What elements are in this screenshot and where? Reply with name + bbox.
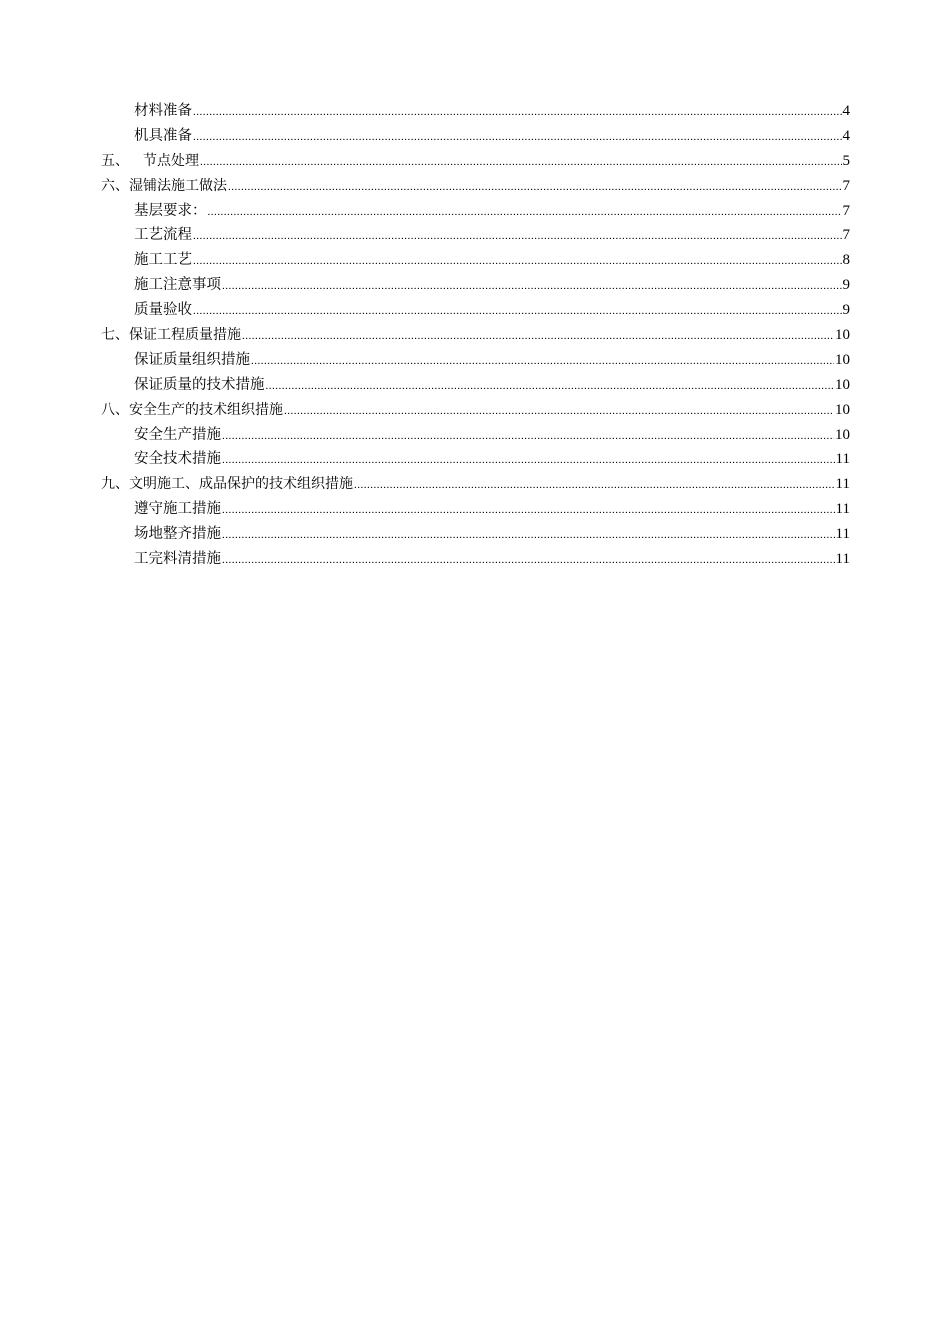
toc-entry-page: 7 [842,227,850,244]
toc-entry-label: 基层要求： [134,202,207,219]
toc-dot-leader [193,125,842,150]
toc-section-number: 五、 [101,152,129,169]
toc-dot-leader [242,324,834,349]
toc-dot-leader [222,424,834,449]
toc-section-label: 节点处理 [143,152,199,169]
toc-dot-leader [228,175,842,200]
toc-entry-page: 7 [842,202,850,219]
toc-entry[interactable] [101,497,850,522]
toc-entry-page: 9 [842,277,850,294]
toc-entry-label: 质量验收 [134,302,192,319]
toc-entry-label: 施工注意事项 [134,277,221,294]
toc-entry[interactable] [101,199,850,224]
toc-entry[interactable] [101,223,850,248]
toc-entry-label: 安全技术措施 [134,451,221,468]
toc-section-number: 七、 [101,327,129,344]
toc-entry[interactable] [101,124,850,149]
toc-dot-leader [222,448,835,473]
toc-entry[interactable] [101,547,850,572]
toc-dot-leader [193,249,842,274]
toc-entry-page: 11 [835,451,850,468]
toc-entry-label: 工完料清措施 [134,551,221,568]
toc-section-entry[interactable] [101,174,850,199]
toc-dot-leader [222,498,835,523]
toc-section-label: 文明施工、成品保护的技术组织措施 [129,476,353,493]
toc-entry-page: 10 [835,376,850,393]
toc-entry-page: 9 [842,302,850,319]
toc-entry-page: 8 [842,252,850,269]
toc-section-label: 安全生产的技术组织措施 [129,401,283,418]
toc-dot-leader [251,349,834,374]
toc-entry-label: 施工工艺 [134,252,192,269]
toc-entry[interactable] [101,348,850,373]
toc-dot-leader [193,299,842,324]
toc-dot-leader [354,473,835,498]
toc-entry-label: 机具准备 [134,127,192,144]
toc-entry[interactable] [101,447,850,472]
toc-section-number: 八、 [101,401,129,418]
toc-dot-leader [193,100,842,125]
toc-dot-leader [284,399,834,424]
toc-dot-leader [208,200,842,225]
toc-section-entry[interactable] [101,398,850,423]
toc-dot-leader [222,523,835,548]
toc-entry-page: 4 [842,103,850,119]
toc-section-entry[interactable] [101,472,850,497]
toc-dot-leader [222,274,842,299]
toc-entry[interactable] [101,248,850,273]
toc-dot-leader [266,374,835,399]
toc-entry-label: 工艺流程 [134,227,192,244]
toc-entry[interactable] [101,373,850,398]
toc-section-number: 九、 [101,476,129,493]
toc-entry-label: 保证质量组织措施 [134,351,250,368]
toc-dot-leader [200,150,842,175]
toc-entry-label: 安全生产措施 [134,426,221,443]
toc-entry-page: 5 [842,152,850,169]
toc-entry[interactable] [101,298,850,323]
toc-section-entry[interactable] [101,323,850,348]
toc-entry[interactable] [101,423,850,448]
toc-entry-page: 11 [835,551,850,568]
toc-entry-label: 材料准备 [134,103,192,119]
toc-dot-leader [222,548,835,573]
toc-entry-page: 10 [835,401,850,418]
toc-entry[interactable] [101,99,850,124]
toc-section-label: 湿铺法施工做法 [129,177,227,194]
toc-section-label: 保证工程质量措施 [129,327,241,344]
toc-entry-label: 保证质量的技术措施 [134,376,265,393]
toc-entry[interactable] [101,273,850,298]
toc-section-entry[interactable] [101,149,850,174]
toc-entry-page: 7 [842,177,850,194]
toc-entry[interactable] [101,522,850,547]
toc-entry-page: 11 [835,526,850,543]
toc-entry-page: 11 [835,501,850,518]
toc-entry-page: 10 [835,351,850,368]
toc-entry-page: 10 [835,327,850,344]
toc-dot-leader [193,224,842,249]
toc-entry-page: 4 [842,127,850,144]
toc-entry-label: 场地整齐措施 [134,526,221,543]
toc-section-number: 六、 [101,177,129,194]
table-of-contents [101,99,850,572]
toc-entry-label: 遵守施工措施 [134,501,221,518]
toc-entry-page: 10 [835,426,850,443]
toc-entry-page: 11 [835,476,850,493]
